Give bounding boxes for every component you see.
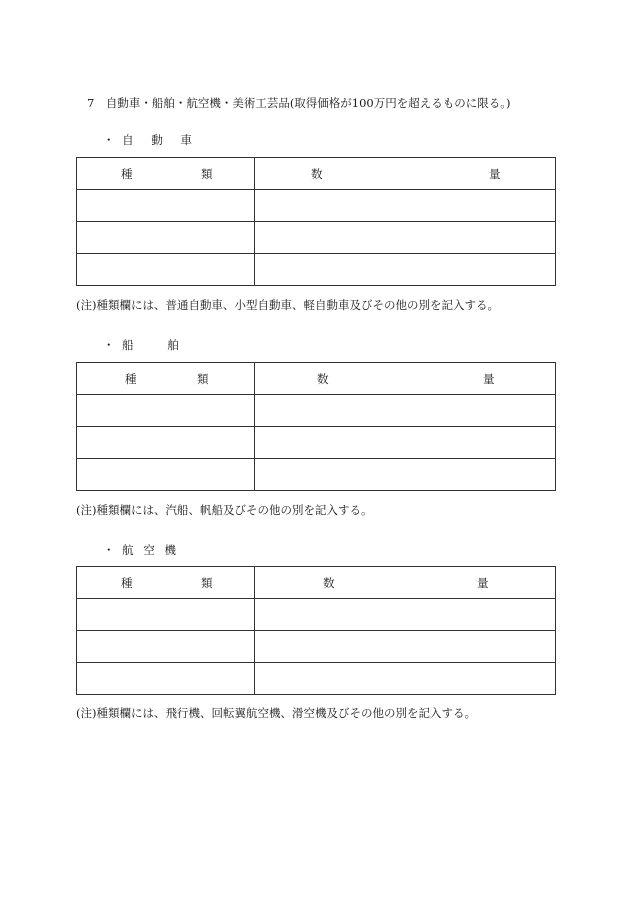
quantity-cell[interactable]: [255, 190, 556, 222]
type-cell[interactable]: [77, 663, 255, 695]
quantity-cell[interactable]: [255, 663, 556, 695]
type-header-char: 種: [121, 166, 133, 181]
type-cell[interactable]: [77, 222, 255, 254]
note-aircraft: (注)種類欄には、飛行機、回転翼航空機、滑空機及びその他の別を記入する。: [76, 706, 476, 720]
ship-table: [76, 362, 556, 491]
table-row: [77, 631, 556, 663]
type-header-cell: [77, 567, 255, 599]
type-header-char: 類: [197, 371, 209, 386]
type-cell[interactable]: [77, 427, 255, 459]
type-header-char: 種: [121, 575, 133, 590]
type-header-char: 種: [125, 371, 137, 386]
aircraft-table: [76, 566, 556, 695]
bullet: ・: [103, 338, 115, 352]
type-header-cell: [77, 363, 255, 395]
table-header-row: [77, 363, 556, 395]
type-cell[interactable]: [77, 599, 255, 631]
bullet: ・: [103, 543, 115, 557]
table-row: [77, 427, 556, 459]
quantity-header-cell: [255, 363, 556, 395]
quantity-cell[interactable]: [255, 427, 556, 459]
title-char: 舶: [167, 338, 179, 352]
quantity-header-char: 量: [489, 166, 501, 181]
table-row: [77, 663, 556, 695]
quantity-header-char: 数: [311, 166, 323, 181]
table-header-row: [77, 567, 556, 599]
type-cell[interactable]: [77, 190, 255, 222]
table-header-row: [77, 158, 556, 190]
bullet: ・: [103, 133, 115, 147]
type-header-char: 類: [201, 575, 213, 590]
title-char: 自: [122, 133, 134, 147]
title-char: 機: [164, 543, 176, 557]
type-cell[interactable]: [77, 459, 255, 491]
type-header-cell: [77, 158, 255, 190]
quantity-cell[interactable]: [255, 631, 556, 663]
quantity-header-char: 数: [317, 371, 329, 386]
quantity-header-char: 量: [477, 575, 489, 590]
title-char: 航: [122, 543, 134, 557]
note-automobile: (注)種類欄には、普通自動車、小型自動車、軽自動車及びその他の別を記入する。: [76, 298, 499, 312]
title-char: 空: [143, 543, 155, 557]
section-title-ship: [103, 337, 179, 353]
quantity-header-char: 量: [483, 371, 495, 386]
page-heading: 7 自動車・船舶・航空機・美術工芸品(取得価格が100万円を超えるものに限る。): [87, 96, 511, 110]
quantity-cell[interactable]: [255, 222, 556, 254]
table-row: [77, 395, 556, 427]
quantity-cell[interactable]: [255, 599, 556, 631]
section-title-aircraft: [103, 542, 176, 558]
title-char: 車: [180, 133, 192, 147]
quantity-header-char: 数: [323, 575, 335, 590]
type-header-char: 類: [201, 166, 213, 181]
table-row: [77, 459, 556, 491]
table-row: [77, 190, 556, 222]
type-cell[interactable]: [77, 254, 255, 286]
type-cell[interactable]: [77, 631, 255, 663]
automobile-table: [76, 157, 556, 286]
quantity-cell[interactable]: [255, 254, 556, 286]
quantity-cell[interactable]: [255, 395, 556, 427]
quantity-header-cell: [255, 567, 556, 599]
quantity-cell[interactable]: [255, 459, 556, 491]
note-ship: (注)種類欄には、汽船、帆船及びその他の別を記入する。: [76, 503, 373, 517]
table-row: [77, 599, 556, 631]
table-row: [77, 254, 556, 286]
section-title-automobile: [103, 132, 192, 148]
type-cell[interactable]: [77, 395, 255, 427]
quantity-header-cell: [255, 158, 556, 190]
table-row: [77, 222, 556, 254]
title-char: 船: [122, 338, 134, 352]
title-char: 動: [151, 133, 163, 147]
